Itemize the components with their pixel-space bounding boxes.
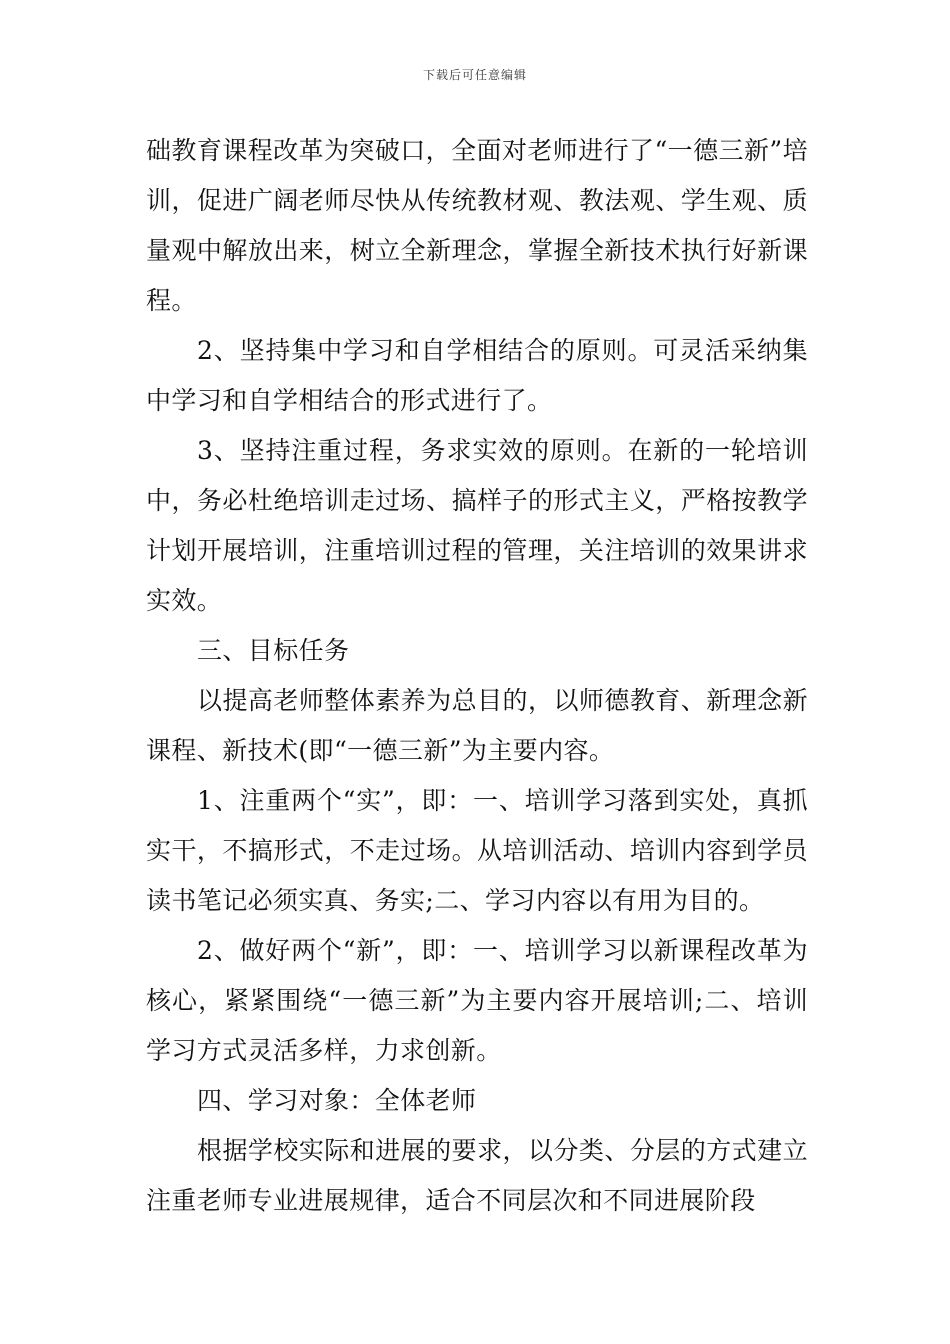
document-body xyxy=(146,126,808,1226)
paragraph: 根据学校实际和进展的要求，以分类、分层的方式建立注重老师专业进展规律，适合不同层次和不同进展阶段 xyxy=(146,1136,808,1215)
paragraph: 础教育课程改革为突破口，全面对老师进行了“一德三新”培训，促进广阔老师尽快从传统教材观、教法观、学生观、质量观中解放出来，树立全新理念，掌握全新技术执行好新课程。 xyxy=(146,136,808,315)
paragraph: 1、注重两个“实”，即：一、培训学习落到实处，真抓实干，不搞形式，不走过场。从培训活动、培训内容到学员读书笔记必须实真、务实;二、学习内容以有用为目的。 xyxy=(146,786,808,915)
section-heading: 四、学习对象：全体老师 xyxy=(197,1086,477,1115)
paragraph: 以提高老师整体素养为总目的，以师德教育、新理念新课程、新技术(即“一德三新”为主要内容。 xyxy=(146,686,808,765)
paragraph: 3、坚持注重过程，务求实效的原则。在新的一轮培训中，务必杜绝培训走过场、搞样子的形式主义，严格按教学计划开展培训，注重培训过程的管理，关注培训的效果讲求实效。 xyxy=(146,436,808,615)
page-header: 下载后可任意编辑 xyxy=(422,68,527,82)
section-heading: 三、目标任务 xyxy=(197,636,350,665)
paragraph: 2、做好两个“新”，即：一、培训学习以新课程改革为核心，紧紧围绕“一德三新”为主要内容开展培训;二、培训学习方式灵活多样，力求创新。 xyxy=(146,936,808,1065)
paragraph: 2、坚持集中学习和自学相结合的原则。可灵活采纳集中学习和自学相结合的形式进行了。 xyxy=(146,336,808,415)
